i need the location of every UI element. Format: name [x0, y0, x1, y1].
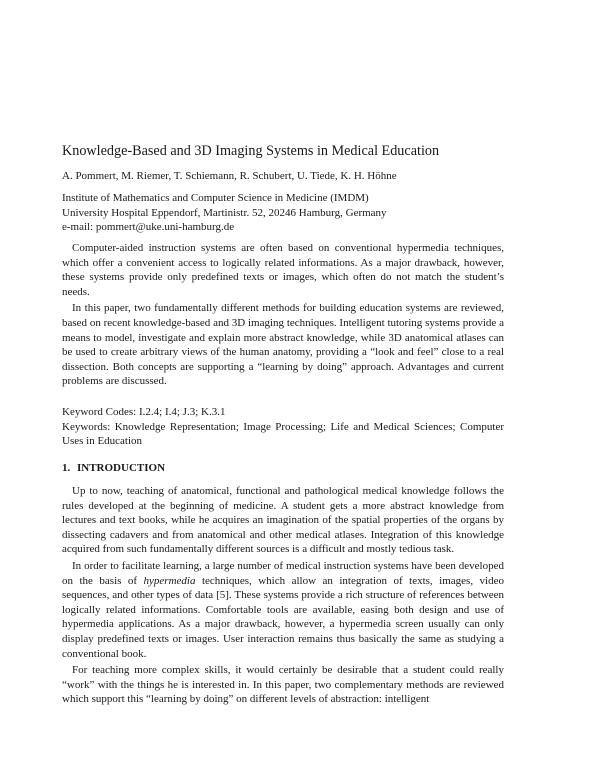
intro-text: In order to facilitate learning, a large number of medical instruction systems have been developed on the basis of	[62, 559, 504, 587]
affiliation-email: e-mail: pommert@uke.uni-hamburg.de	[62, 221, 235, 234]
section-title: INTRODUCTION	[77, 462, 166, 474]
paper-title: Knowledge-Based and 3D Imaging Systems in Medical Education	[62, 143, 440, 159]
intro-paragraph: Up to now, teaching of anatomical, functional and pathological medical knowledge follows the rules developed at the beginning of medicine. A student gets a more abstract knowledge from lectures and text books, while he acquires an imagination of the spatial properties of the organs by dissecting cadavers and from anatomical and other medical atlases. Integration of this knowledge acquired from such fundamentally different sources is a difficult and mostly tedious task.	[62, 485, 504, 556]
intro-text: techniques, which allow an integration of texts, images, video sequences, and other types of data [5]. These systems provide a rich structure of references between logically related informations. Comfortable tools are available, easing both design and use of hypermedia applications. As a major drawback, however, a hypermedia screen usually can only display predefined texts or images. User interaction remains thus basically the same as studying a conventional book.	[62, 574, 504, 660]
affiliation-block	[62, 191, 387, 235]
affiliation-institute: Institute of Mathematics and Computer Science in Medicine (IMDM)	[62, 192, 369, 204]
intro-paragraph	[62, 559, 504, 661]
section-heading	[62, 462, 165, 474]
keywords: Keywords: Knowledge Representation; Image Processing; Life and Medical Sciences; Computer Uses in Education	[62, 420, 504, 448]
keyword-codes: Keyword Codes: I.2.4; I.4; J.3; K.3.1	[62, 406, 226, 418]
author-list: A. Pommert, M. Riemer, T. Schiemann, R. Schubert, U. Tiede, K. H. Höhne	[62, 170, 397, 182]
keywords-block	[62, 405, 504, 449]
affiliation-address: University Hospital Eppendorf, Martinistr. 52, 20246 Hamburg, Germany	[62, 206, 387, 219]
abstract-paragraph: Computer-aided instruction systems are often based on conventional hypermedia techniques, which offer a convenient access to logically related informations. As a major drawback, however, these systems provide only predefined texts or images, which often do not match the student’s needs.	[62, 242, 504, 298]
emphasis-hypermedia: hypermedia	[143, 574, 196, 587]
abstract-paragraph: In this paper, two fundamentally different methods for building education systems are reviewed, based on recent knowledge-based and 3D imaging techniques. Intelligent tutoring systems provide a means to model, investigate and explain more abstract knowledge, while 3D anatomical atlases can be used to create arbitrary views of the human anatomy, providing a “look and feel” close to a real dissection. Both concepts are supporting a “learning by doing” approach. Advantages and current problems are discussed.	[62, 302, 504, 388]
abstract	[62, 241, 504, 389]
intro-paragraph: For teaching more complex skills, it would certainly be desirable that a student could really “work” with the things he is interested in. In this paper, two complementary methods are reviewed which support this “learning by doing” on different levels of abstraction: intelligent	[62, 664, 504, 706]
section-number: 1.	[62, 462, 71, 474]
introduction-body	[62, 484, 504, 707]
